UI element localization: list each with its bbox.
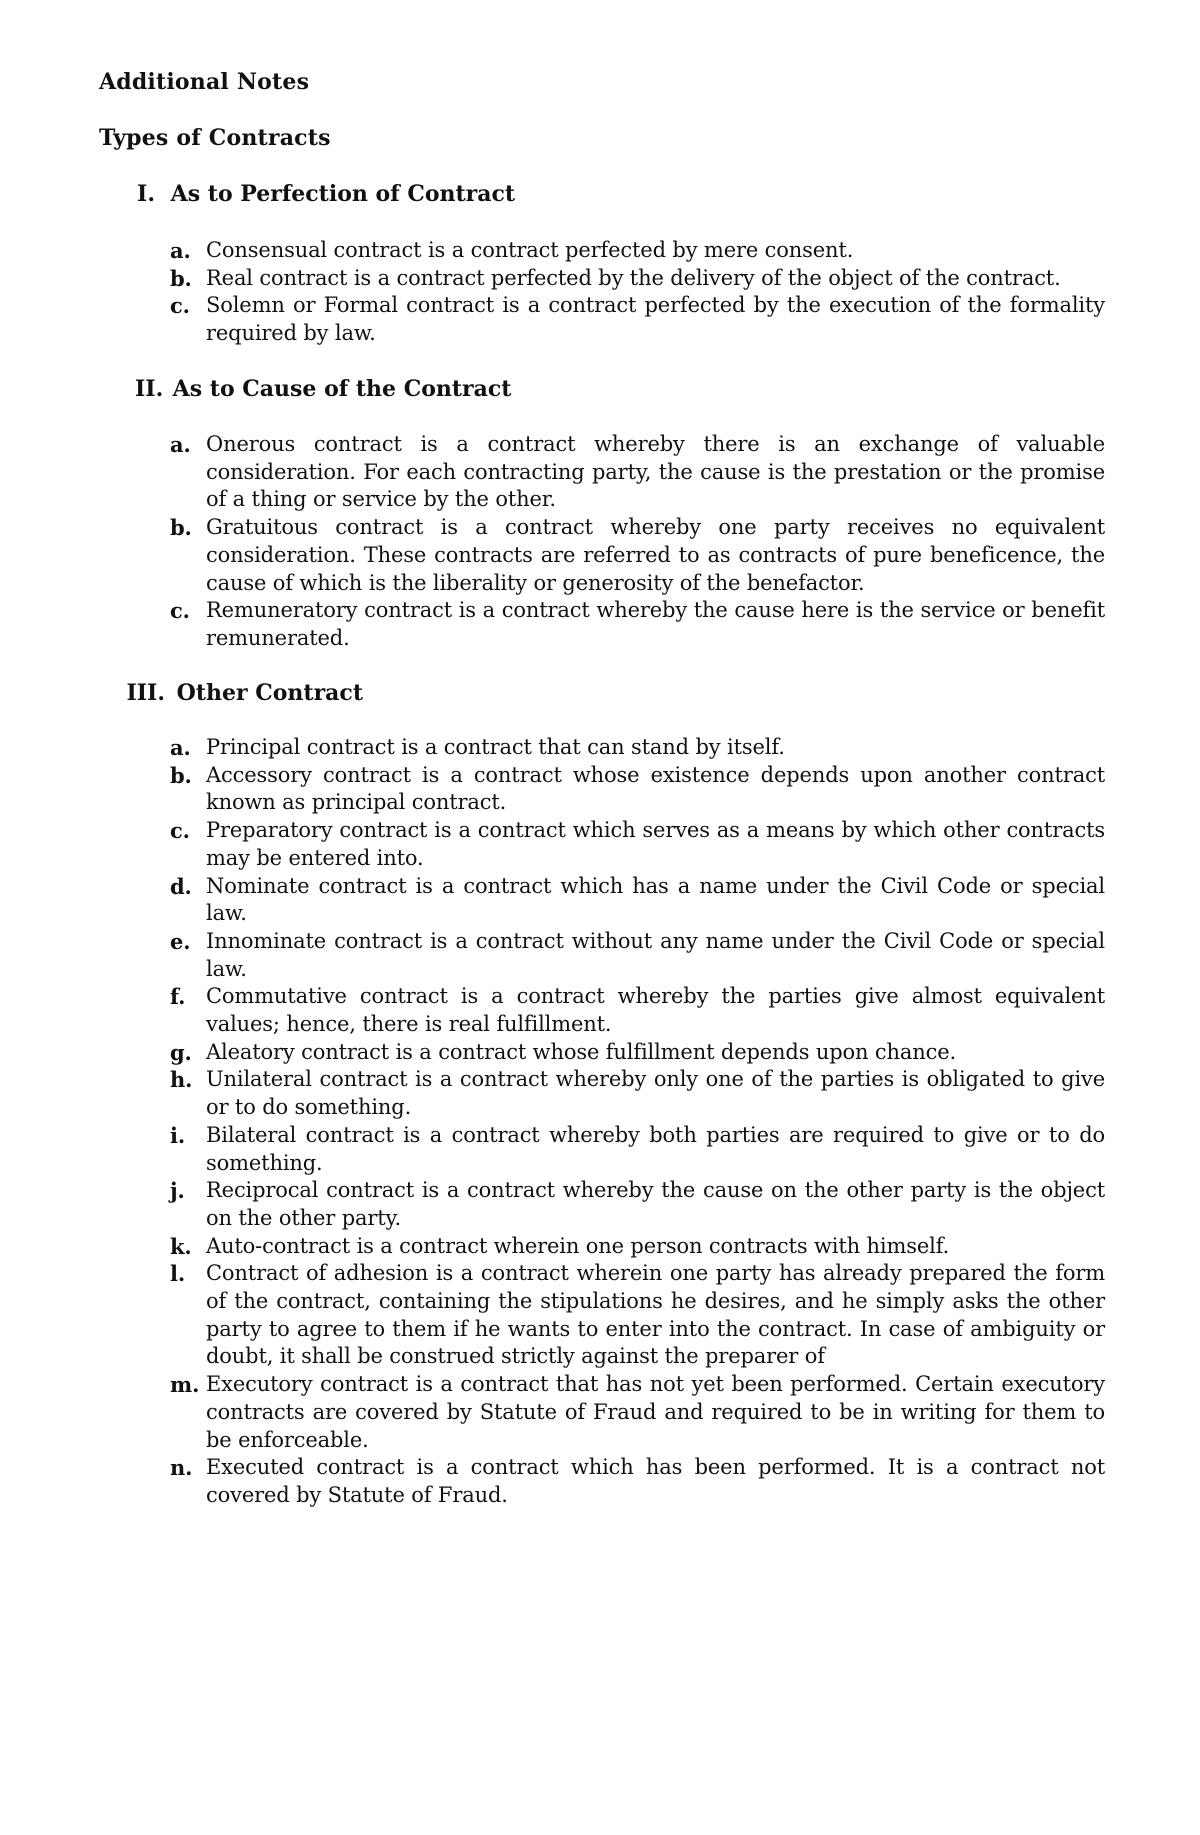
item-letter: b. xyxy=(170,265,192,291)
item-text: Remuneratory contract is a contract whereby the cause here is the service or benefit remunerated. xyxy=(206,598,1105,650)
item-text: Real contract is a contract perfected by the delivery of the object of the contract. xyxy=(206,265,1061,290)
item-letter: f. xyxy=(170,984,186,1010)
item-letter: e. xyxy=(170,928,191,954)
item-letter: m. xyxy=(170,1372,200,1398)
item-text: Reciprocal contract is a contract whereby the cause on the other party is the object on the other party. xyxy=(206,1178,1105,1230)
item-text: Nominate contract is a contract which has a name under the Civil Code or special law. xyxy=(206,873,1105,926)
item-text: Contract of adhesion is a contract wherein one party has already prepared the form of the contract, containing the stipulations he desires, and he simply asks the other party to agree to them if he wants to enter into the contract. In case of ambiguity or doubt, it shall be construed strictly against the preparer of xyxy=(206,1261,1105,1369)
item-text: Commutative contract is a contract whereby the parties give almost equivalent values; hence, there is real fulfillment. xyxy=(206,984,1105,1037)
list-item xyxy=(170,1177,1105,1232)
item-text: Solemn or Formal contract is a contract perfected by the execution of the formality required by law. xyxy=(206,293,1105,346)
item-text: Gratuitous contract is a contract whereby one party receives no equivalent consideration. These contracts are referred to as contracts of pure beneficence, the cause of which is the liberality or generosity of the benefactor. xyxy=(206,515,1105,595)
list-item xyxy=(170,1122,1105,1177)
item-text: Bilateral contract is a contract whereby both parties are required to give or to do something. xyxy=(206,1122,1105,1175)
item-letter: a. xyxy=(170,238,191,263)
item-text: Principal contract is a contract that can stand by itself. xyxy=(206,735,785,759)
item-list xyxy=(170,431,1105,653)
list-item xyxy=(170,817,1105,872)
item-text: Consensual contract is a contract perfected by mere consent. xyxy=(206,238,854,262)
document-subtitle: Types of Contracts xyxy=(99,125,331,151)
item-letter: c. xyxy=(170,293,190,319)
item-list xyxy=(170,237,1105,348)
list-item xyxy=(170,1066,1105,1121)
item-text: Preparatory contract is a contract which serves as a means by which other contracts may be entered into. xyxy=(206,818,1105,870)
section-heading xyxy=(135,180,515,208)
section-numeral: I. xyxy=(137,181,155,207)
list-item xyxy=(170,1454,1105,1509)
list-item xyxy=(170,1260,1105,1371)
item-letter: h. xyxy=(170,1067,193,1093)
item-letter: c. xyxy=(170,598,190,624)
list-item xyxy=(170,928,1105,983)
section-title: As to Perfection of Contract xyxy=(170,181,516,207)
list-item xyxy=(170,734,1105,762)
list-item xyxy=(170,1371,1105,1454)
list-item xyxy=(170,1039,1105,1067)
item-letter: b. xyxy=(170,515,192,541)
item-letter: a. xyxy=(170,735,191,760)
list-item xyxy=(170,762,1105,817)
list-item xyxy=(170,431,1105,514)
item-text: Auto-contract is a contract wherein one person contracts with himself. xyxy=(206,1233,950,1258)
list-item xyxy=(170,597,1105,652)
item-text: Executory contract is a contract that has not yet been performed. Certain executory contracts are covered by Statute of Fraud and required to be in writing for them to be enforceable. xyxy=(206,1372,1105,1452)
item-text: Onerous contract is a contract whereby there is an exchange of valuable consideration. For each contracting party, the cause is the prestation or the promise of a thing or service by the other. xyxy=(206,432,1105,512)
item-letter: i. xyxy=(170,1122,185,1148)
list-item xyxy=(170,265,1105,293)
section-numeral: III. xyxy=(126,680,165,706)
section-title: As to Cause of the Contract xyxy=(172,376,512,402)
list-item xyxy=(170,514,1105,597)
document-title: Additional Notes xyxy=(99,69,310,95)
section-numeral: II. xyxy=(135,376,164,402)
item-letter: c. xyxy=(170,818,190,844)
item-letter: n. xyxy=(170,1455,193,1481)
item-letter: j. xyxy=(170,1178,185,1204)
list-item xyxy=(170,237,1105,265)
item-letter: b. xyxy=(170,762,192,788)
list-item xyxy=(170,983,1105,1038)
list-item xyxy=(170,873,1105,928)
item-letter: k. xyxy=(170,1233,192,1259)
item-text: Aleatory contract is a contract whose fulfillment depends upon chance. xyxy=(206,1039,957,1064)
list-item xyxy=(170,292,1105,347)
list-item xyxy=(170,1233,1105,1261)
item-text: Innominate contract is a contract without any name under the Civil Code or special law. xyxy=(206,928,1105,981)
item-text: Unilateral contract is a contract whereby only one of the parties is obligated to give or to do something. xyxy=(206,1067,1105,1120)
item-letter: l. xyxy=(170,1261,185,1287)
item-letter: g. xyxy=(170,1039,192,1065)
item-list xyxy=(170,734,1105,1510)
section-heading xyxy=(124,679,363,707)
item-text: Executed contract is a contract which has been performed. It is a contract not covered by Statute of Fraud. xyxy=(206,1455,1105,1507)
section-title: Other Contract xyxy=(176,680,363,706)
item-text: Accessory contract is a contract whose existence depends upon another contract known as principal contract. xyxy=(206,762,1105,815)
item-letter: d. xyxy=(170,873,192,899)
section-heading xyxy=(135,375,511,403)
item-letter: a. xyxy=(170,432,191,457)
